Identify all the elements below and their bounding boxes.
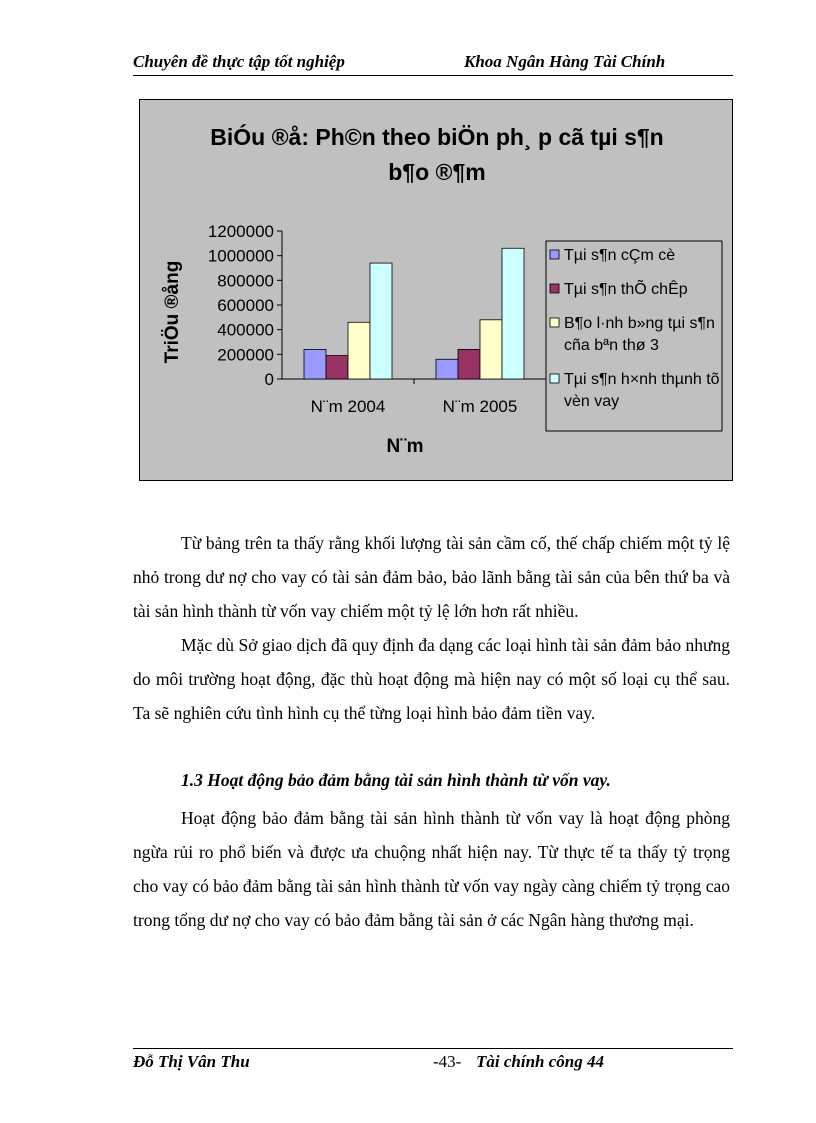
footer-class: Tài chính công 44 xyxy=(476,1052,604,1071)
header-document-title: Chuyên đề thực tập tốt nghiệp xyxy=(133,52,345,71)
x-category-label: N¨m 2005 xyxy=(442,397,518,416)
x-axis-label: N¨m xyxy=(386,436,424,457)
legend-label: Tµi s¶n cÇm cè xyxy=(564,247,676,264)
bar xyxy=(502,248,524,379)
y-tick-label: 400000 xyxy=(217,320,274,340)
bar-chart xyxy=(140,100,734,482)
paragraph-2: Mặc dù Sở giao dịch đã quy định đa dạng các loại hình tài sản đảm bảo nhưng do môi trường hoạt động, đặc thù hoạt động mà hiện nay có một số loại cụ thể sau. Ta sẽ nghiên cứu tình hình cụ thể từng loại hình bảo đảm tiền vay. xyxy=(133,635,730,723)
header-department: Khoa Ngân Hàng Tài Chính xyxy=(464,52,666,71)
paragraph-1: Từ bảng trên ta thấy rằng khối lượng tài sản cầm cố, thế chấp chiếm một tỷ lệ nhỏ trong dư nợ cho vay có tài sản đảm bảo, bảo lãnh bằng tài sản của bên thứ ba và tài sản hình thành từ vốn vay chiếm một tỷ lệ lớn hơn rất nhiều. xyxy=(133,533,730,621)
bar xyxy=(480,320,502,379)
page-number: -43- xyxy=(433,1052,462,1071)
legend-label: cña bªn thø 3 xyxy=(564,337,659,354)
chart-title-line1: BiÓu ®å: Ph©n theo biÖn ph¸ p cã tµi s¶n xyxy=(210,124,664,150)
chart-title-line2: b¶o ®¶m xyxy=(388,159,486,185)
y-tick-label: 200000 xyxy=(217,345,274,365)
legend-label: B¶o l·nh b»ng tµi s¶n xyxy=(564,315,715,332)
y-tick-label: 1000000 xyxy=(207,246,274,266)
legend-swatch xyxy=(550,318,559,327)
bar xyxy=(326,356,348,379)
legend-swatch xyxy=(550,284,559,293)
y-tick-label: 0 xyxy=(264,370,274,389)
legend-swatch xyxy=(550,374,559,383)
x-category-label: N¨m 2004 xyxy=(310,397,386,416)
legend-swatch xyxy=(550,250,559,259)
bar xyxy=(304,349,326,379)
y-tick-label: 800000 xyxy=(217,271,274,291)
bar xyxy=(436,359,458,379)
bar xyxy=(370,263,392,379)
section-heading: 1.3 Hoạt động bảo đảm bằng tài sản hình thành từ vốn vay. xyxy=(181,770,611,790)
paragraph-3: Hoạt động bảo đảm bằng tài sản hình thành từ vốn vay là hoạt động phòng ngừa rủi ro phổ biến và được ưa chuộng nhất hiện nay. Từ thực tế ta thấy tỷ trọng cho vay có bảo đảm bằng tài sản hình thành từ vốn vay ngày càng chiếm tỷ trọng cao trong tổng dư nợ cho vay có bảo đảm bằng tài sản ở các Ngân hàng thương mại. xyxy=(133,808,730,930)
legend-label: Tµi s¶n thÕ chÊp xyxy=(564,281,688,298)
chart-container xyxy=(139,99,733,481)
page-footer xyxy=(133,1052,733,1076)
footer-author: Đỗ Thị Vân Thu xyxy=(133,1052,250,1071)
y-axis-label: TriÖu ®ång xyxy=(162,260,183,364)
page-header xyxy=(133,50,733,76)
header-divider xyxy=(133,75,733,76)
y-tick-label: 1200000 xyxy=(207,222,274,241)
legend-label: Tµi s¶n h×nh thµnh tõ xyxy=(564,371,720,388)
y-tick-label: 600000 xyxy=(217,296,274,315)
footer-divider xyxy=(133,1048,733,1049)
legend-label: vèn vay xyxy=(564,393,620,410)
bar xyxy=(458,349,480,379)
bar xyxy=(348,322,370,379)
